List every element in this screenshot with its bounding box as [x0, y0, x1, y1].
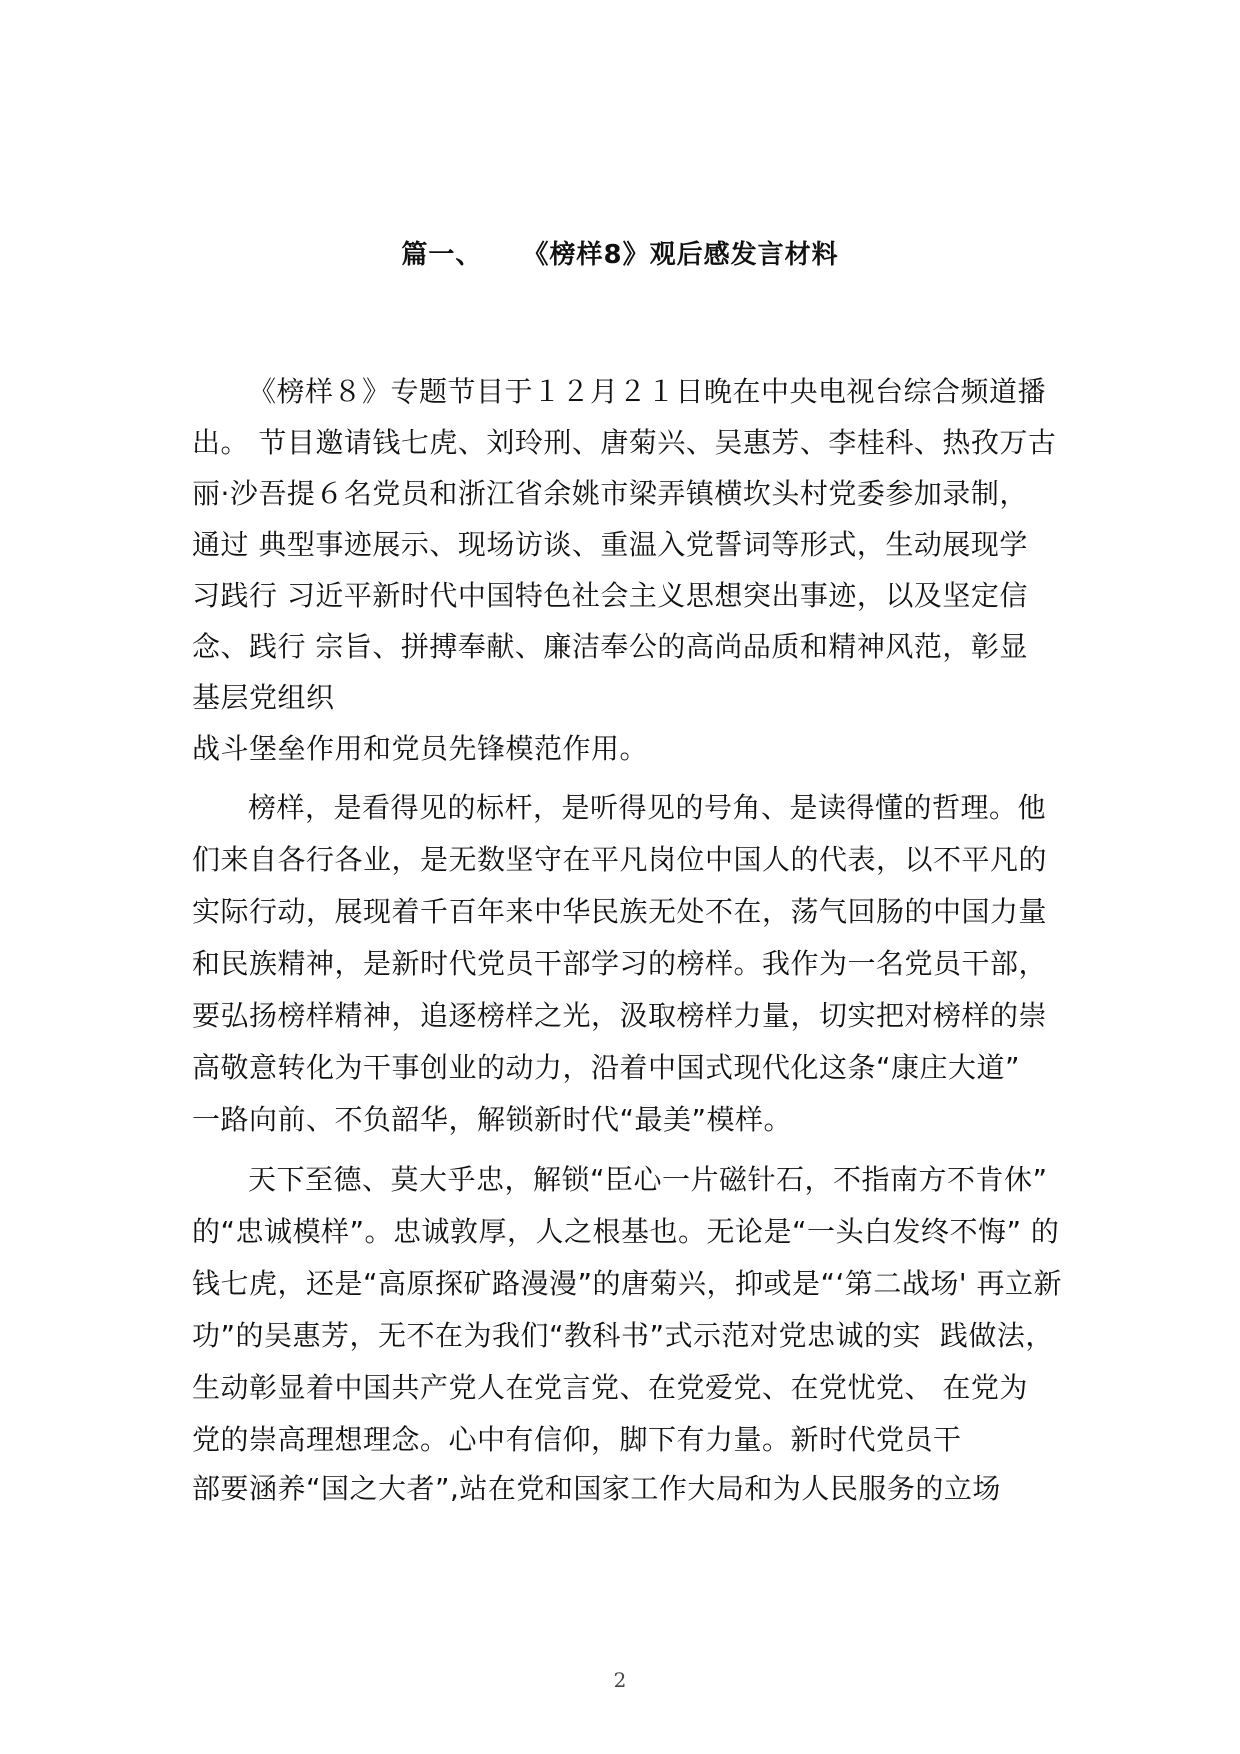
- paragraph-3-line-1: 天下至德、莫大乎忠，解锁“臣心一片磁针石，不指南方不肯休”: [248, 1163, 1048, 1196]
- paragraph-2-line-7: 一路向前、不负韶华，解锁新时代“最美”模样。: [192, 1103, 793, 1136]
- paragraph-3-line-3: 钱七虎，还是“高原探矿路漫漫”的唐菊兴，抑或是“‘第二战场' 再立新: [192, 1267, 1063, 1300]
- paragraph-1-line-5: 习践行 习近平新时代中国特色社会主义思想突出事迹，以及坚定信: [192, 579, 1028, 612]
- page-number: 2: [613, 1668, 627, 1692]
- paragraph-1-line-1: 《榜样８》专题节目于１２月２１日晚在中央电视台综合频道播: [248, 375, 1047, 408]
- paragraph-2-line-5: 要弘扬榜样精神，追逐榜样之光，汲取榜样力量，切实把对榜样的崇: [192, 999, 1048, 1032]
- paragraph-2-line-4: 和民族精神，是新时代党员干部学习的榜样。我作为一名党员干部，: [192, 947, 1048, 980]
- paragraph-3-line-4: 功”的吴惠芳，无不在为我们“教科书”式示范对党忠诚的实 践做法，: [192, 1319, 1054, 1352]
- paragraph-3-line-5: 生动彰显着中国共产党人在党言党、在党爱党、在党忧党、 在党为: [192, 1371, 1028, 1404]
- paragraph-1-line-6: 念、践行 宗旨、拼搏奉献、廉洁奉公的高尚品质和精神风范，彰显: [192, 630, 1028, 663]
- paragraph-3-line-2: 的“忠诚模样”。忠诚敦厚，人之根基也。无论是“一头白发终不悔” 的: [192, 1215, 1060, 1248]
- paragraph-3-line-7: 部要涵养“国之大者”,站在党和国家工作大局和为人民服务的立场: [192, 1472, 1001, 1505]
- paragraph-2-line-3: 实际行动，展现着千百年来中华民族无处不在，荡气回肠的中国力量: [192, 895, 1048, 928]
- paragraph-1-line-4: 通过 典型事迹展示、现场访谈、重温入党誓词等形式，生动展现学: [192, 528, 1028, 561]
- paragraph-2-line-1: 榜样，是看得见的标杆，是听得见的号角、是读得懂的哲理。他: [248, 791, 1047, 824]
- paragraph-1-line-3: 丽·沙吾提６名党员和浙江省余姚市梁弄镇横坎头村党委参加录制，: [192, 477, 1028, 510]
- paragraph-3-line-6: 党的崇高理想理念。心中有信仰，脚下有力量。新时代党员干: [192, 1423, 962, 1456]
- paragraph-2-line-2: 们来自各行各业，是无数坚守在平凡岗位中国人的代表，以不平凡的: [192, 843, 1048, 876]
- document-title: 篇一、 《榜样8》观后感发言材料: [401, 240, 839, 270]
- paragraph-1-line-2: 出。 节目邀请钱七虎、刘玲刑、唐菊兴、吴惠芳、李桂科、热孜万古: [192, 426, 1057, 459]
- paragraph-1-line-7: 基层党组织: [192, 681, 335, 714]
- paragraph-2-line-6: 高敬意转化为干事创业的动力，沿着中国式现代化这条“康庄大道”: [192, 1051, 1021, 1084]
- paragraph-1-line-8: 战斗堡垒作用和党员先锋模范作用。: [192, 732, 649, 765]
